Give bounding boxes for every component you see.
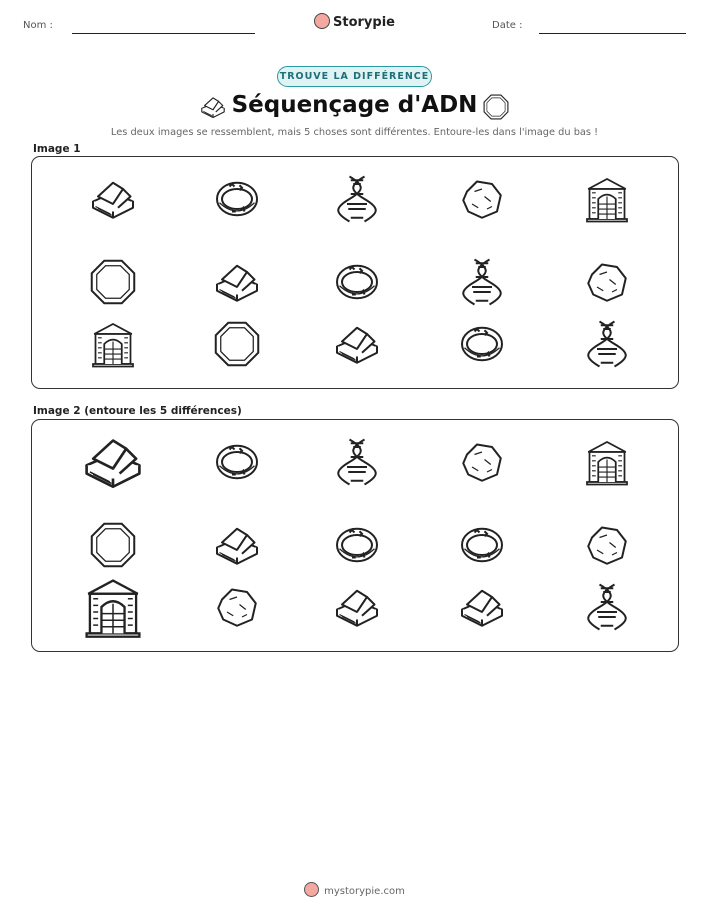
date-label: Date : [492, 20, 523, 31]
octagon-icon[interactable] [88, 520, 138, 570]
title-octagon-icon [482, 93, 510, 121]
dna-icon [457, 257, 507, 307]
library-icon[interactable] [582, 437, 632, 487]
rock-icon[interactable] [212, 582, 262, 632]
mascot-icon [314, 13, 330, 29]
octagon-icon [88, 257, 138, 307]
octagon-icon [212, 319, 262, 369]
ring-icon [212, 174, 262, 224]
page-title: Séquençage d'ADN [231, 92, 478, 118]
book-icon[interactable] [332, 582, 382, 632]
book-icon [88, 174, 138, 224]
book-icon [212, 257, 262, 307]
book-icon[interactable] [80, 429, 146, 495]
brand-name: Storypie [333, 15, 395, 30]
instructions: Les deux images se ressemblent, mais 5 choses sont différentes. Entoure-les dans l'image du bas ! [110, 127, 599, 138]
rock-icon[interactable] [582, 520, 632, 570]
footer-url: mystorypie.com [324, 886, 405, 897]
ring-icon [457, 319, 507, 369]
image2-panel[interactable] [31, 419, 679, 652]
image2-label: Image 2 (entoure les 5 différences) [33, 405, 242, 417]
dna-icon [332, 174, 382, 224]
activity-badge: TROUVE LA DIFFÉRENCE [277, 66, 432, 87]
book-icon[interactable] [212, 520, 262, 570]
rock-icon [457, 174, 507, 224]
brand-logo [0, 13, 709, 30]
library-icon [582, 174, 632, 224]
image1-panel [31, 156, 679, 389]
ring-icon[interactable] [332, 520, 382, 570]
name-field[interactable] [72, 33, 255, 34]
ring-icon [332, 257, 382, 307]
ring-icon[interactable] [212, 437, 262, 487]
footer [0, 882, 709, 897]
ring-icon[interactable] [457, 520, 507, 570]
book-icon [332, 319, 382, 369]
rock-icon [582, 257, 632, 307]
library-icon[interactable] [80, 574, 146, 640]
book-icon[interactable] [457, 582, 507, 632]
rock-icon[interactable] [457, 437, 507, 487]
name-label: Nom : [23, 20, 53, 31]
library-icon [88, 319, 138, 369]
date-field[interactable] [539, 33, 686, 34]
dna-icon[interactable] [332, 437, 382, 487]
mascot-icon [304, 882, 319, 897]
dna-icon[interactable] [582, 582, 632, 632]
image1-label: Image 1 [33, 143, 81, 155]
dna-icon [582, 319, 632, 369]
